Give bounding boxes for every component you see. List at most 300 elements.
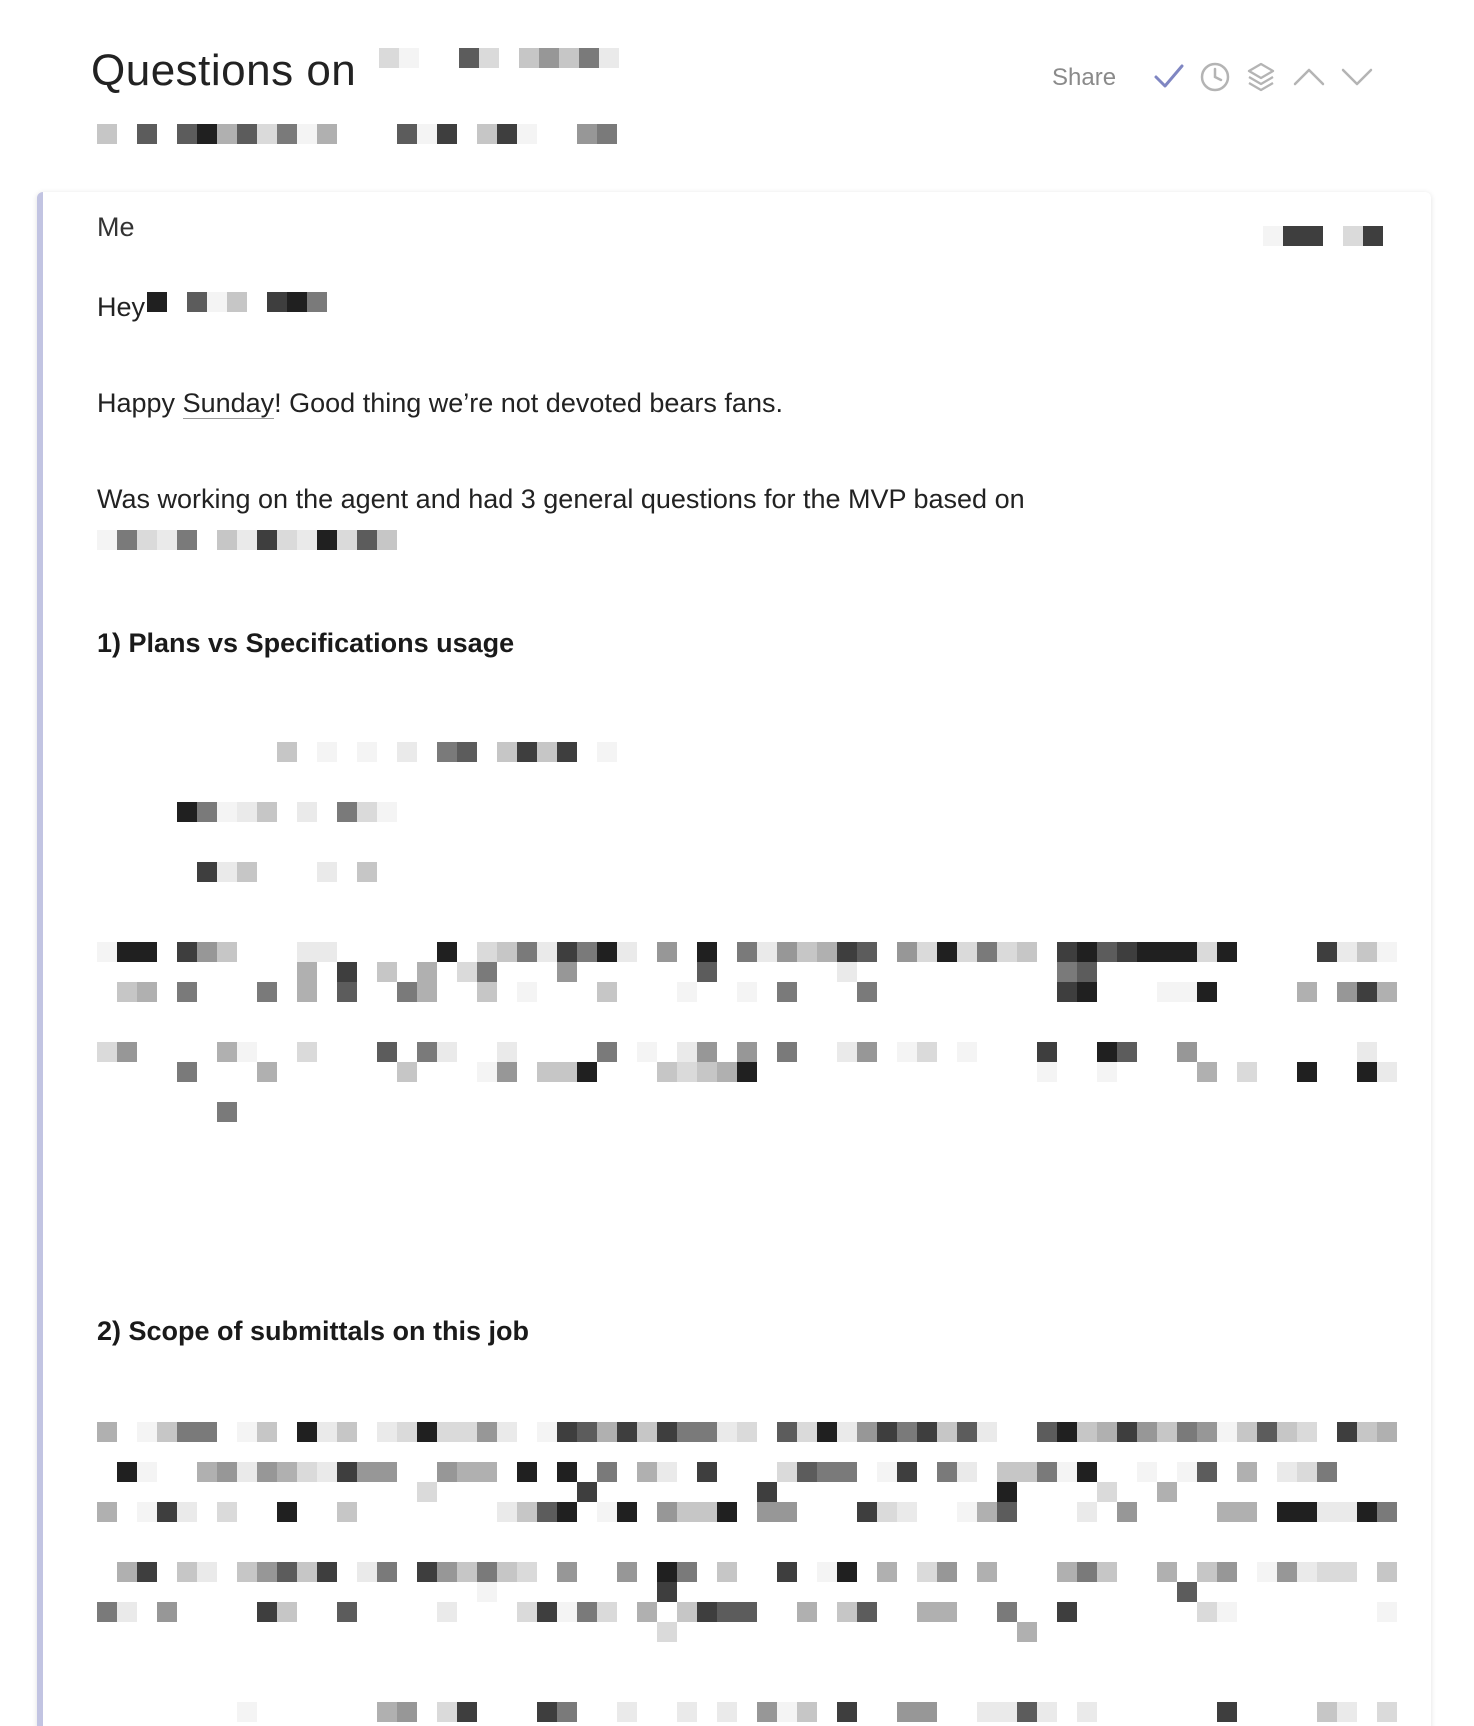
redaction-cell bbox=[577, 1602, 597, 1622]
redaction-cell bbox=[957, 1042, 977, 1062]
redaction-cell bbox=[617, 1702, 637, 1722]
redaction-cell bbox=[277, 1562, 297, 1582]
redaction-cell bbox=[1357, 982, 1377, 1002]
redaction-cell bbox=[837, 1602, 857, 1622]
redaction-cell bbox=[277, 1602, 297, 1622]
redaction-cell bbox=[657, 942, 677, 962]
redaction-cell bbox=[577, 1422, 597, 1442]
redaction-cell bbox=[1297, 1502, 1317, 1522]
redaction-cell bbox=[177, 1502, 197, 1522]
redaction-cell bbox=[777, 1422, 797, 1442]
redaction-cell bbox=[1337, 1702, 1357, 1722]
redaction-cell bbox=[1077, 1502, 1097, 1522]
redaction-cell bbox=[1177, 942, 1197, 962]
redaction-cell bbox=[1217, 1422, 1237, 1442]
redaction-cell bbox=[1337, 1502, 1357, 1522]
redaction-cell bbox=[597, 1462, 617, 1482]
redaction-cell bbox=[1077, 1702, 1097, 1722]
redaction-cell bbox=[617, 1422, 637, 1442]
redaction-cell bbox=[1057, 962, 1077, 982]
redaction-cell bbox=[377, 802, 397, 822]
redaction-cell bbox=[1377, 1422, 1397, 1442]
redaction-cell bbox=[597, 1602, 617, 1622]
redaction-cell bbox=[1297, 982, 1317, 1002]
redaction-cell bbox=[297, 1462, 317, 1482]
redaction-cell bbox=[1237, 1422, 1257, 1442]
redaction-cell bbox=[1137, 1462, 1157, 1482]
redaction-cell bbox=[1377, 1602, 1397, 1622]
body-text: Was working on the agent and had 3 general questions for the MVP based on bbox=[97, 484, 1025, 514]
redaction-cell bbox=[1317, 1702, 1337, 1722]
redaction-cell bbox=[257, 1062, 277, 1082]
redaction-cell bbox=[357, 530, 377, 550]
message-card[interactable] bbox=[37, 192, 1431, 1726]
redaction-cell bbox=[317, 1422, 337, 1442]
redaction-cell bbox=[539, 48, 559, 68]
redaction-cell bbox=[417, 1042, 437, 1062]
redaction-cell bbox=[1177, 1582, 1197, 1602]
redaction-cell bbox=[157, 1502, 177, 1522]
redaction-cell bbox=[1097, 942, 1117, 962]
redaction-cell bbox=[1097, 1482, 1117, 1502]
redaction-cell bbox=[1377, 982, 1397, 1002]
redaction-cell bbox=[1377, 942, 1397, 962]
redaction-cell bbox=[657, 1502, 677, 1522]
redaction-cell bbox=[337, 530, 357, 550]
redaction-cell bbox=[737, 1422, 757, 1442]
redaction-cell bbox=[597, 1502, 617, 1522]
redaction-cell bbox=[1117, 1042, 1137, 1062]
redaction-cell bbox=[1377, 1702, 1397, 1722]
redaction-cell bbox=[1057, 982, 1077, 1002]
redaction-cell bbox=[397, 1062, 417, 1082]
redaction-cell bbox=[1077, 1562, 1097, 1582]
redaction-cell bbox=[477, 1422, 497, 1442]
redaction-cell bbox=[377, 1562, 397, 1582]
redaction-cell bbox=[597, 942, 617, 962]
redaction-cell bbox=[977, 1562, 997, 1582]
redaction-cell bbox=[977, 942, 997, 962]
redaction-cell bbox=[837, 1562, 857, 1582]
redaction-cell bbox=[297, 1422, 317, 1442]
redaction-cell bbox=[197, 942, 217, 962]
redaction-cell bbox=[337, 1502, 357, 1522]
redaction-cell bbox=[697, 1462, 717, 1482]
redaction-cell bbox=[557, 1602, 577, 1622]
redaction-cell bbox=[637, 1602, 657, 1622]
redaction-cell bbox=[1097, 1062, 1117, 1082]
redaction-cell bbox=[637, 1462, 657, 1482]
redaction-cell bbox=[217, 1102, 237, 1122]
redaction-cell bbox=[997, 1602, 1017, 1622]
redaction-cell bbox=[1377, 1502, 1397, 1522]
redaction-cell bbox=[377, 1462, 397, 1482]
redaction-cell bbox=[97, 1602, 117, 1622]
redaction-cell bbox=[1337, 942, 1357, 962]
redaction-cell bbox=[1197, 1602, 1217, 1622]
redacted-title-text bbox=[379, 48, 649, 94]
redaction-cell bbox=[297, 1562, 317, 1582]
redaction-cell bbox=[217, 1042, 237, 1062]
redaction-cell bbox=[857, 942, 877, 962]
redaction-cell bbox=[217, 124, 237, 144]
redaction-cell bbox=[517, 982, 537, 1002]
redaction-cell bbox=[117, 1462, 137, 1482]
redaction-cell bbox=[357, 1562, 377, 1582]
redaction-cell bbox=[237, 530, 257, 550]
redaction-cell bbox=[697, 1602, 717, 1622]
redaction-cell bbox=[237, 1422, 257, 1442]
redaction-cell bbox=[197, 802, 217, 822]
check-icon[interactable] bbox=[1152, 60, 1186, 94]
redaction-cell bbox=[717, 1702, 737, 1722]
redaction-cell bbox=[277, 742, 297, 762]
redacted-text bbox=[97, 530, 417, 552]
redaction-cell bbox=[437, 1422, 457, 1442]
redaction-cell bbox=[1197, 1462, 1217, 1482]
redaction-cell bbox=[957, 1422, 977, 1442]
redaction-cell bbox=[557, 1462, 577, 1482]
redaction-cell bbox=[677, 1042, 697, 1062]
redaction-cell bbox=[997, 942, 1017, 962]
redaction-cell bbox=[577, 1482, 597, 1502]
redaction-cell bbox=[1037, 1042, 1057, 1062]
redaction-cell bbox=[737, 942, 757, 962]
redaction-cell bbox=[1137, 942, 1157, 962]
redaction-cell bbox=[277, 1462, 297, 1482]
redaction-cell bbox=[1157, 1562, 1177, 1582]
redaction-cell bbox=[477, 1462, 497, 1482]
redaction-cell bbox=[497, 942, 517, 962]
chevron-up-icon[interactable] bbox=[1292, 60, 1326, 94]
redaction-cell bbox=[657, 1582, 677, 1602]
redaction-cell bbox=[117, 1562, 137, 1582]
redaction-cell bbox=[497, 1062, 517, 1082]
redaction-cell bbox=[1257, 1422, 1277, 1442]
redaction-cell bbox=[337, 1422, 357, 1442]
redaction-cell bbox=[657, 1622, 677, 1642]
redaction-cell bbox=[227, 292, 247, 312]
redaction-cell bbox=[257, 124, 277, 144]
redaction-cell bbox=[1177, 1462, 1197, 1482]
redaction-cell bbox=[557, 742, 577, 762]
redaction-cell bbox=[777, 1042, 797, 1062]
redaction-cell bbox=[997, 1502, 1017, 1522]
redaction-cell bbox=[217, 802, 237, 822]
redaction-cell bbox=[877, 1502, 897, 1522]
redaction-cell bbox=[917, 1702, 937, 1722]
redaction-cell bbox=[157, 530, 177, 550]
redaction-cell bbox=[717, 1062, 737, 1082]
redaction-cell bbox=[697, 1422, 717, 1442]
redaction-cell bbox=[1117, 1422, 1137, 1442]
redaction-cell bbox=[357, 802, 377, 822]
redaction-cell bbox=[257, 802, 277, 822]
redaction-cell bbox=[257, 982, 277, 1002]
redaction-cell bbox=[1077, 1462, 1097, 1482]
sender-name: Me bbox=[97, 212, 135, 242]
redaction-cell bbox=[237, 862, 257, 882]
redaction-cell bbox=[897, 942, 917, 962]
redaction-cell bbox=[297, 962, 317, 982]
redaction-cell bbox=[1297, 1062, 1317, 1082]
redaction-cell bbox=[537, 1062, 557, 1082]
redaction-cell bbox=[537, 1502, 557, 1522]
redaction-cell bbox=[1197, 982, 1217, 1002]
redaction-cell bbox=[397, 1422, 417, 1442]
redaction-cell bbox=[157, 1602, 177, 1622]
clock-icon[interactable] bbox=[1198, 60, 1232, 94]
redaction-cell bbox=[197, 1422, 217, 1442]
chevron-down-icon[interactable] bbox=[1340, 60, 1374, 94]
redaction-cell bbox=[837, 1042, 857, 1062]
redaction-cell bbox=[377, 962, 397, 982]
redaction-cell bbox=[797, 1462, 817, 1482]
redaction-cell bbox=[537, 1602, 557, 1622]
redaction-cell bbox=[1297, 1562, 1317, 1582]
redaction-cell bbox=[1177, 1042, 1197, 1062]
redaction-cell bbox=[497, 1562, 517, 1582]
redaction-cell bbox=[597, 1422, 617, 1442]
redaction-cell bbox=[1197, 1422, 1217, 1442]
redaction-cell bbox=[177, 982, 197, 1002]
redaction-cell bbox=[957, 942, 977, 962]
redaction-cell bbox=[137, 942, 157, 962]
redaction-cell bbox=[1237, 1502, 1257, 1522]
redaction-cell bbox=[97, 1422, 117, 1442]
redaction-cell bbox=[917, 1422, 937, 1442]
redaction-cell bbox=[437, 1702, 457, 1722]
redaction-cell bbox=[517, 1502, 537, 1522]
redaction-cell bbox=[297, 802, 317, 822]
redaction-cell bbox=[857, 1602, 877, 1622]
redaction-cell bbox=[917, 942, 937, 962]
redaction-cell bbox=[777, 942, 797, 962]
redaction-cell bbox=[1257, 1562, 1277, 1582]
redaction-cell bbox=[697, 942, 717, 962]
redaction-cell bbox=[1217, 1502, 1237, 1522]
redaction-cell bbox=[137, 124, 157, 144]
redaction-cell bbox=[337, 802, 357, 822]
redaction-cell bbox=[187, 292, 207, 312]
redaction-cell bbox=[277, 1502, 297, 1522]
redaction-cell bbox=[897, 1422, 917, 1442]
redaction-cell bbox=[1057, 1562, 1077, 1582]
redaction-cell bbox=[277, 124, 297, 144]
redaction-cell bbox=[1317, 942, 1337, 962]
redaction-cell bbox=[1357, 1042, 1377, 1062]
redaction-cell bbox=[117, 982, 137, 1002]
redaction-cell bbox=[477, 1582, 497, 1602]
redaction-cell bbox=[897, 1462, 917, 1482]
redaction-cell bbox=[777, 1502, 797, 1522]
redaction-cell bbox=[197, 862, 217, 882]
redaction-cell bbox=[217, 1462, 237, 1482]
redaction-cell bbox=[237, 124, 257, 144]
redaction-cell bbox=[1037, 1462, 1057, 1482]
redaction-cell bbox=[597, 982, 617, 1002]
redaction-cell bbox=[177, 124, 197, 144]
redaction-cell bbox=[317, 124, 337, 144]
redaction-cell bbox=[1157, 942, 1177, 962]
redaction-cell bbox=[157, 1422, 177, 1442]
redaction-cell bbox=[1037, 1062, 1057, 1082]
redaction-cell bbox=[599, 48, 619, 68]
redaction-cell bbox=[797, 942, 817, 962]
redaction-cell bbox=[877, 1462, 897, 1482]
redaction-cell bbox=[197, 1462, 217, 1482]
redaction-cell bbox=[797, 1702, 817, 1722]
redaction-cell bbox=[1197, 1062, 1217, 1082]
redaction-cell bbox=[397, 1702, 417, 1722]
redaction-cell bbox=[597, 124, 617, 144]
redaction-cell bbox=[777, 1562, 797, 1582]
redaction-cell bbox=[417, 982, 437, 1002]
redaction-cell bbox=[377, 1042, 397, 1062]
redaction-cell bbox=[457, 1422, 477, 1442]
redaction-cell bbox=[497, 1422, 517, 1442]
redaction-cell bbox=[377, 1702, 397, 1722]
redaction-cell bbox=[937, 1422, 957, 1442]
redacted-subject-line bbox=[97, 124, 627, 146]
redaction-cell bbox=[597, 1042, 617, 1062]
redaction-cell bbox=[297, 124, 317, 144]
redaction-cell bbox=[477, 942, 497, 962]
greeting-line bbox=[97, 292, 145, 323]
redaction-cell bbox=[797, 1602, 817, 1622]
redaction-cell bbox=[237, 1562, 257, 1582]
redaction-cell bbox=[437, 1042, 457, 1062]
redaction-cell bbox=[257, 1422, 277, 1442]
redaction-cell bbox=[1057, 1602, 1077, 1622]
redaction-cell bbox=[677, 1602, 697, 1622]
share-button[interactable]: Share bbox=[1052, 64, 1117, 91]
redaction-cell bbox=[257, 530, 277, 550]
redaction-cell bbox=[177, 530, 197, 550]
redaction-cell bbox=[1097, 1422, 1117, 1442]
redaction-cell bbox=[177, 1562, 197, 1582]
redaction-cell bbox=[1017, 1622, 1037, 1642]
redaction-cell bbox=[457, 742, 477, 762]
redaction-cell bbox=[97, 124, 117, 144]
redaction-cell bbox=[897, 1502, 917, 1522]
redaction-cell bbox=[177, 802, 197, 822]
redaction-cell bbox=[117, 1602, 137, 1622]
redaction-cell bbox=[217, 942, 237, 962]
redaction-cell bbox=[357, 742, 377, 762]
redaction-cell bbox=[717, 1422, 737, 1442]
redaction-cell bbox=[459, 48, 479, 68]
body-line-1 bbox=[97, 388, 783, 419]
redaction-cell bbox=[1317, 1562, 1337, 1582]
redaction-cell bbox=[379, 48, 399, 68]
redaction-cell bbox=[1297, 1422, 1317, 1442]
redaction-cell bbox=[677, 1422, 697, 1442]
redaction-cell bbox=[857, 1502, 877, 1522]
redaction-cell bbox=[937, 1602, 957, 1622]
redaction-cell bbox=[677, 1562, 697, 1582]
redaction-cell bbox=[757, 1502, 777, 1522]
redaction-cell bbox=[437, 1602, 457, 1622]
redaction-cell bbox=[297, 982, 317, 1002]
redaction-cell bbox=[837, 962, 857, 982]
redaction-cell bbox=[257, 1562, 277, 1582]
redaction-cell bbox=[477, 962, 497, 982]
redaction-cell bbox=[837, 1422, 857, 1442]
redaction-cell bbox=[1303, 226, 1323, 246]
redaction-cell bbox=[197, 124, 217, 144]
redaction-cell bbox=[717, 1602, 737, 1622]
layers-icon[interactable] bbox=[1244, 60, 1278, 94]
redaction-cell bbox=[957, 1462, 977, 1482]
redaction-cell bbox=[957, 1502, 977, 1522]
redaction-cell bbox=[617, 1562, 637, 1582]
redaction-cell bbox=[517, 742, 537, 762]
redaction-cell bbox=[757, 942, 777, 962]
redaction-cell bbox=[537, 1702, 557, 1722]
redaction-cell bbox=[677, 1502, 697, 1522]
redaction-cell bbox=[397, 982, 417, 1002]
redaction-cell bbox=[1357, 1422, 1377, 1442]
redaction-cell bbox=[417, 1482, 437, 1502]
redaction-cell bbox=[317, 742, 337, 762]
redaction-cell bbox=[517, 1562, 537, 1582]
redaction-cell bbox=[877, 1562, 897, 1582]
redaction-cell bbox=[1337, 982, 1357, 1002]
redaction-cell bbox=[1017, 942, 1037, 962]
redaction-cell bbox=[1157, 982, 1177, 1002]
redaction-cell bbox=[519, 48, 539, 68]
redaction-cell bbox=[117, 1042, 137, 1062]
redaction-cell bbox=[817, 942, 837, 962]
redaction-cell bbox=[657, 1562, 677, 1582]
redaction-cell bbox=[437, 1562, 457, 1582]
redaction-cell bbox=[737, 1062, 757, 1082]
redaction-cell bbox=[857, 1042, 877, 1062]
redaction-cell bbox=[937, 1562, 957, 1582]
redaction-cell bbox=[517, 124, 537, 144]
redaction-cell bbox=[1337, 1562, 1357, 1582]
redaction-cell bbox=[1217, 942, 1237, 962]
redaction-cell bbox=[817, 1562, 837, 1582]
redaction-cell bbox=[337, 982, 357, 1002]
redaction-cell bbox=[357, 1462, 377, 1482]
redaction-cell bbox=[657, 1422, 677, 1442]
redaction-cell bbox=[1137, 1422, 1157, 1442]
redaction-cell bbox=[257, 1602, 277, 1622]
redaction-cell bbox=[497, 1042, 517, 1062]
redaction-cell bbox=[537, 942, 557, 962]
redaction-cell bbox=[97, 1502, 117, 1522]
redaction-cell bbox=[1277, 1502, 1297, 1522]
redaction-cell bbox=[317, 942, 337, 962]
redaction-cell bbox=[277, 530, 297, 550]
greeting-text: Hey bbox=[97, 292, 146, 322]
redaction-cell bbox=[497, 1502, 517, 1522]
redaction-cell bbox=[217, 862, 237, 882]
redaction-cell bbox=[1277, 1462, 1297, 1482]
redaction-cell bbox=[937, 942, 957, 962]
redaction-cell bbox=[477, 1062, 497, 1082]
date-link[interactable]: Sunday bbox=[182, 388, 275, 418]
redaction-cell bbox=[477, 1562, 497, 1582]
redaction-cell bbox=[1297, 1462, 1317, 1482]
redaction-cell bbox=[517, 942, 537, 962]
redaction-cell bbox=[557, 1502, 577, 1522]
redaction-cell bbox=[1317, 1502, 1337, 1522]
redaction-cell bbox=[817, 1422, 837, 1442]
redaction-cell bbox=[577, 124, 597, 144]
